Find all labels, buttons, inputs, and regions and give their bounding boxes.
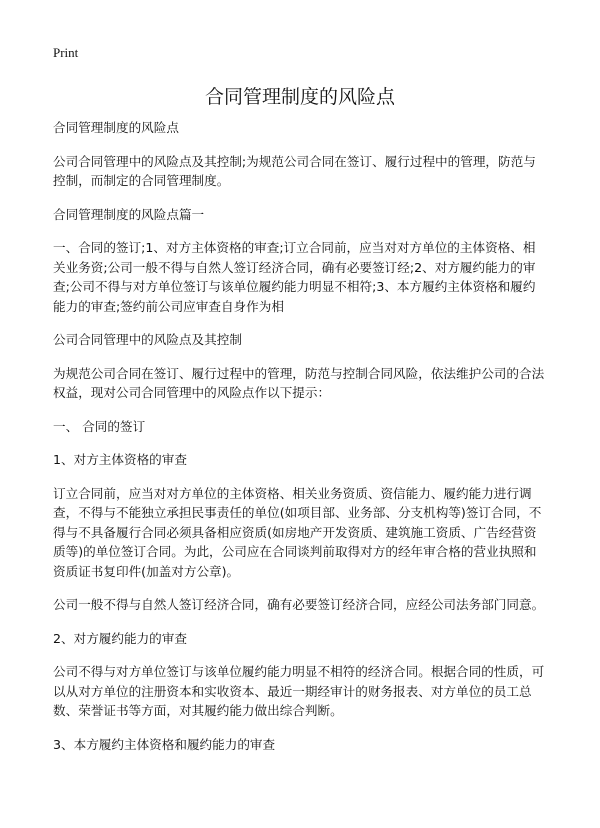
paragraph: 合同管理制度的风险点篇一 (53, 206, 205, 222)
paragraph: 公司不得与对方单位签订与该单位履约能力明显不相符的经济合同。根据合同的性质，可以从对方单位的注册资本和实收资本、最近一期经审计的财务报表、对方单位的员工总数、荣誉证书等方面，对其履约能力做出综合判断。 (53, 664, 545, 718)
section-heading: 1、对方主体资格的审查 (53, 452, 187, 467)
document-title: 合同管理制度的风险点 (204, 86, 395, 108)
section-heading: 2、对方履约能力的审查 (53, 630, 187, 646)
paragraph: 公司合同管理中的风险点及其控制 (53, 332, 242, 347)
paragraph: 公司一般不得与自然人签订经济合同，确有必要签订经济合同，应经公司法务部门同意。 (53, 597, 545, 612)
paragraph: 为规范公司合同在签订、履行过程中的管理，防范与控制合同风险，依法维护公司的合法权益，现对公司合同管理中的风险点作以下提示： (53, 365, 545, 400)
section-heading: 3、本方履约主体资格和履约能力的审查 (53, 736, 276, 752)
paragraph: 订立合同前，应当对对方单位的主体资格、相关业务资质、资信能力、履约能力进行调查，不得与不能独立承担民事责任的单位(如项目部、业务部、分支机构等)签订合同，不得与不具备履行合同必须具备相应资质(如房地产开发资质、建筑施工资质、广告经营资质等)的单位签订合同。为此，公司应在合同谈判前取得对方的经年审合格的营业执照和资质证书复印件(加盖对方公章)。 (53, 485, 542, 579)
paragraph: 合同管理制度的风险点 (53, 120, 179, 135)
document-body (53, 118, 547, 768)
paragraph: 公司合同管理中的风险点及其控制;为规范公司合同在签订、履行过程中的管理，防范与控制，而制定的合同管理制度。 (53, 153, 536, 188)
paragraph: 一、合同的签订;1、对方主体资格的审查;订立合同前，应当对对方单位的主体资格、相关业务资;公司一般不得与自然人签订经济合同，确有必要签订经;2、对方履约能力的审查;公司不得与对方单位签订与该单位履约能力明显不相符;3、本方履约主体资格和履约能力的审查;签约前公司应审查自身作为相 (53, 240, 536, 314)
print-link[interactable]: Print (53, 45, 79, 60)
section-heading: 一、 合同的签订 (53, 418, 146, 434)
